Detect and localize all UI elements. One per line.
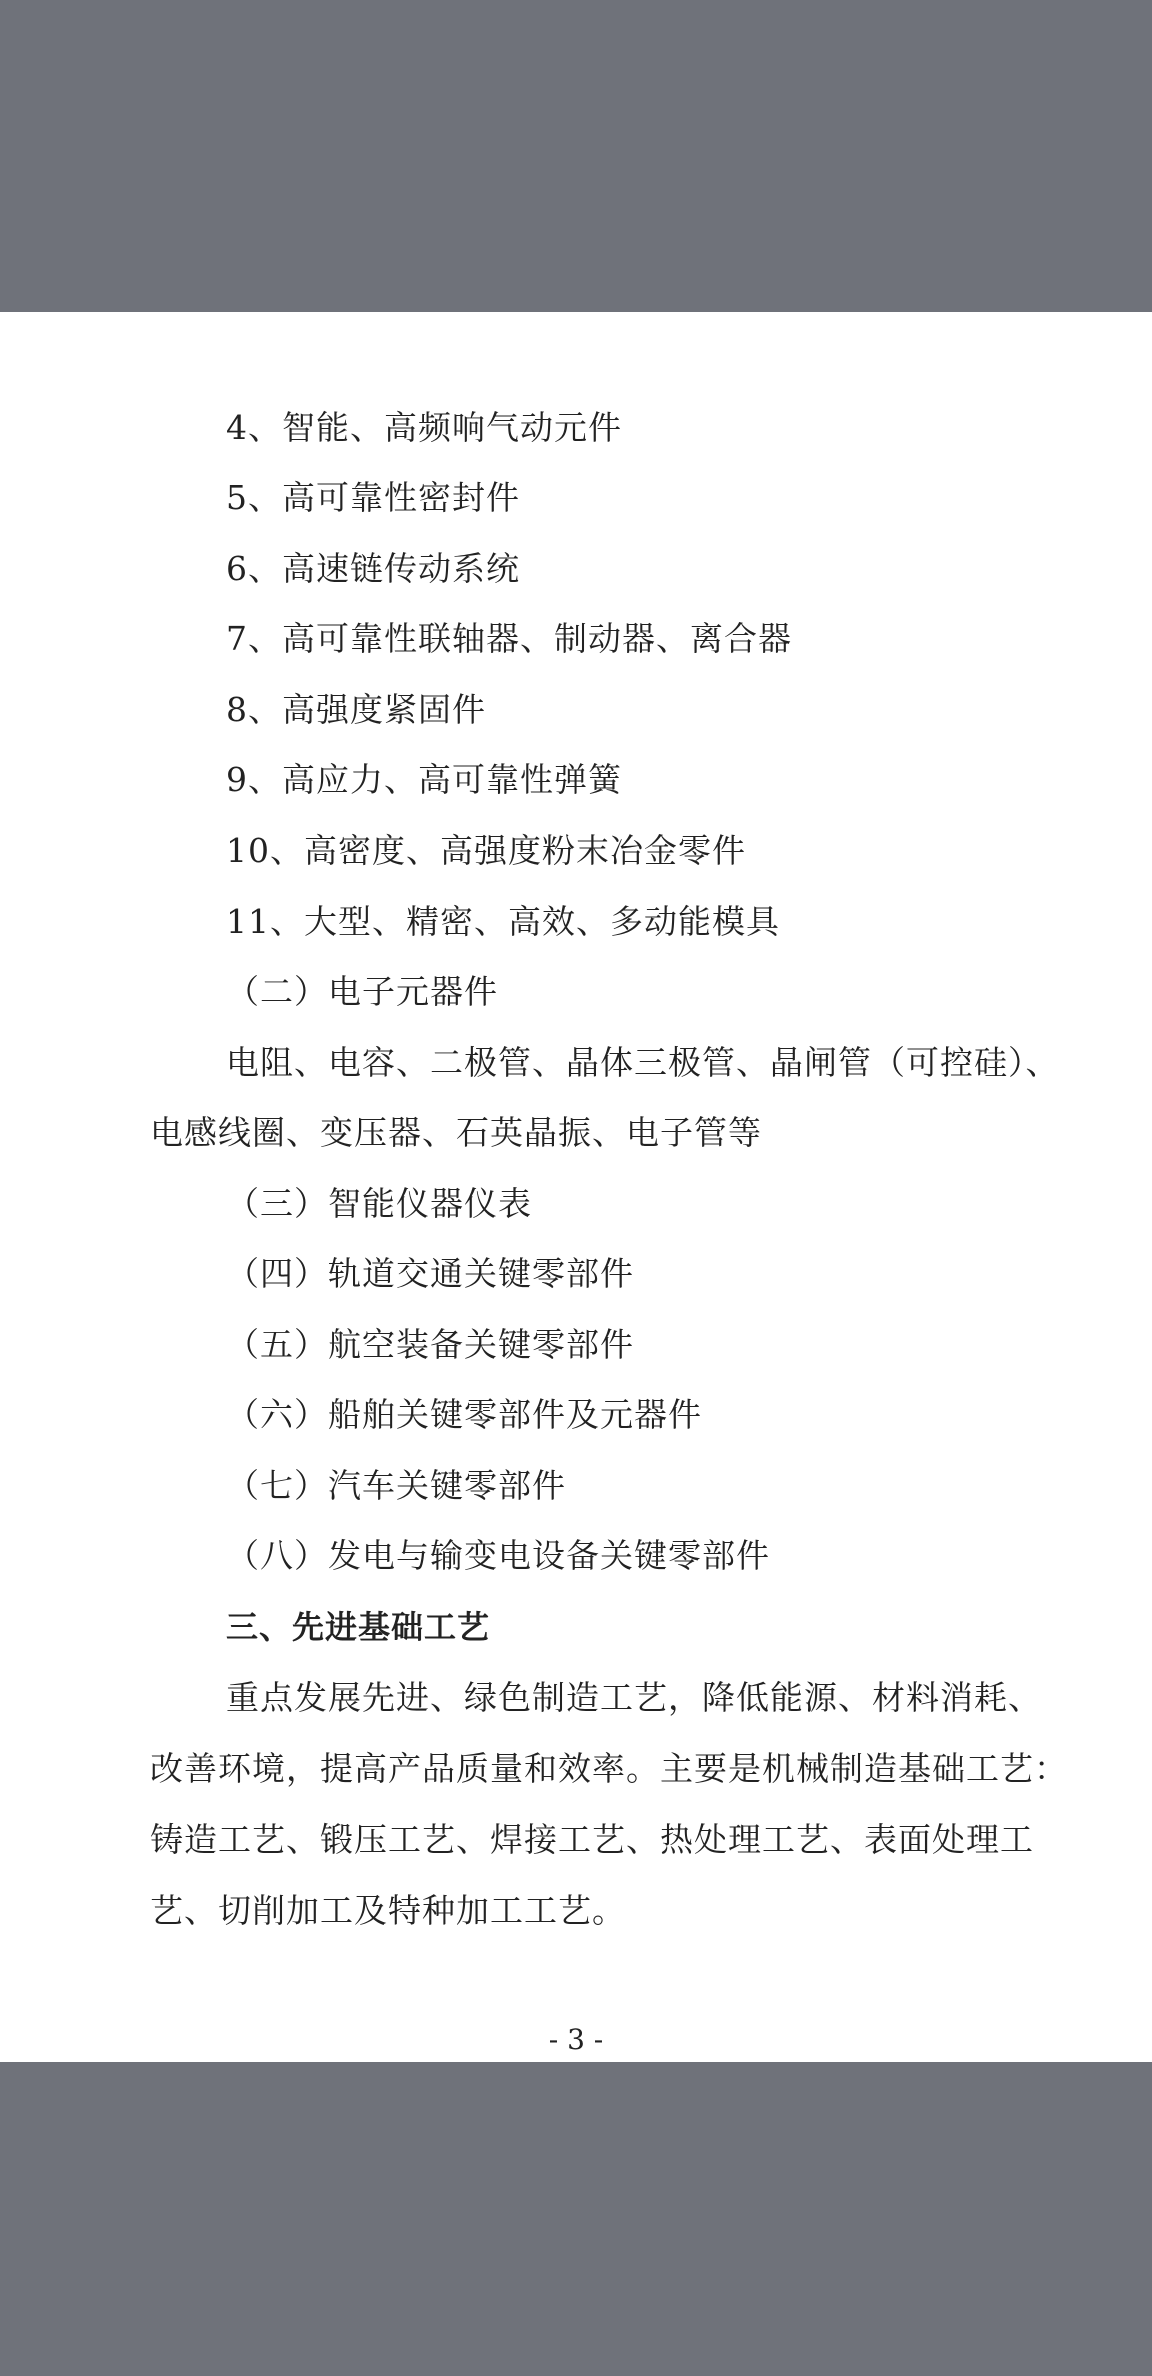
list-item-7: 7、高可靠性联轴器、制动器、离合器 <box>226 619 792 658</box>
list-item-4: 4、智能、高频响气动元件 <box>226 408 622 447</box>
subsection-electronic-components: （二）电子元器件 <box>226 972 498 1011</box>
paragraph-line: 重点发展先进、绿色制造工艺，降低能源、材料消耗、 <box>226 1678 1042 1717</box>
list-item-10: 10、高密度、高强度粉末冶金零件 <box>226 831 746 870</box>
list-item-9: 9、高应力、高可靠性弹簧 <box>226 760 622 799</box>
subsection-ships: （六）船舶关键零部件及元器件 <box>226 1395 702 1434</box>
paragraph-line: 铸造工艺、锻压工艺、焊接工艺、热处理工艺、表面处理工 <box>150 1820 1034 1859</box>
paragraph-line: 艺、切削加工及特种加工工艺。 <box>150 1891 626 1930</box>
subsection-automotive: （七）汽车关键零部件 <box>226 1466 566 1505</box>
paragraph-line: 电感线圈、变压器、石英晶振、电子管等 <box>150 1113 762 1152</box>
subsection-aviation: （五）航空装备关键零部件 <box>226 1325 634 1364</box>
list-item-5: 5、高可靠性密封件 <box>226 478 520 517</box>
page-number: - 3 - <box>548 2023 604 2056</box>
list-item-6: 6、高速链传动系统 <box>226 549 520 588</box>
subsection-rail-transit: （四）轨道交通关键零部件 <box>226 1254 634 1293</box>
list-item-11: 11、大型、精密、高效、多动能模具 <box>226 902 780 941</box>
list-item-8: 8、高强度紧固件 <box>226 690 486 729</box>
document-page <box>0 312 1152 2062</box>
subsection-instruments: （三）智能仪器仪表 <box>226 1184 532 1223</box>
paragraph-line: 改善环境，提高产品质量和效率。主要是机械制造基础工艺： <box>150 1749 1068 1788</box>
subsection-power-equipment: （八）发电与输变电设备关键零部件 <box>226 1536 770 1575</box>
paragraph-line: 电阻、电容、二极管、晶体三极管、晶闸管（可控硅）、 <box>226 1043 1060 1082</box>
section-heading: 三、先进基础工艺 <box>226 1608 491 1646</box>
